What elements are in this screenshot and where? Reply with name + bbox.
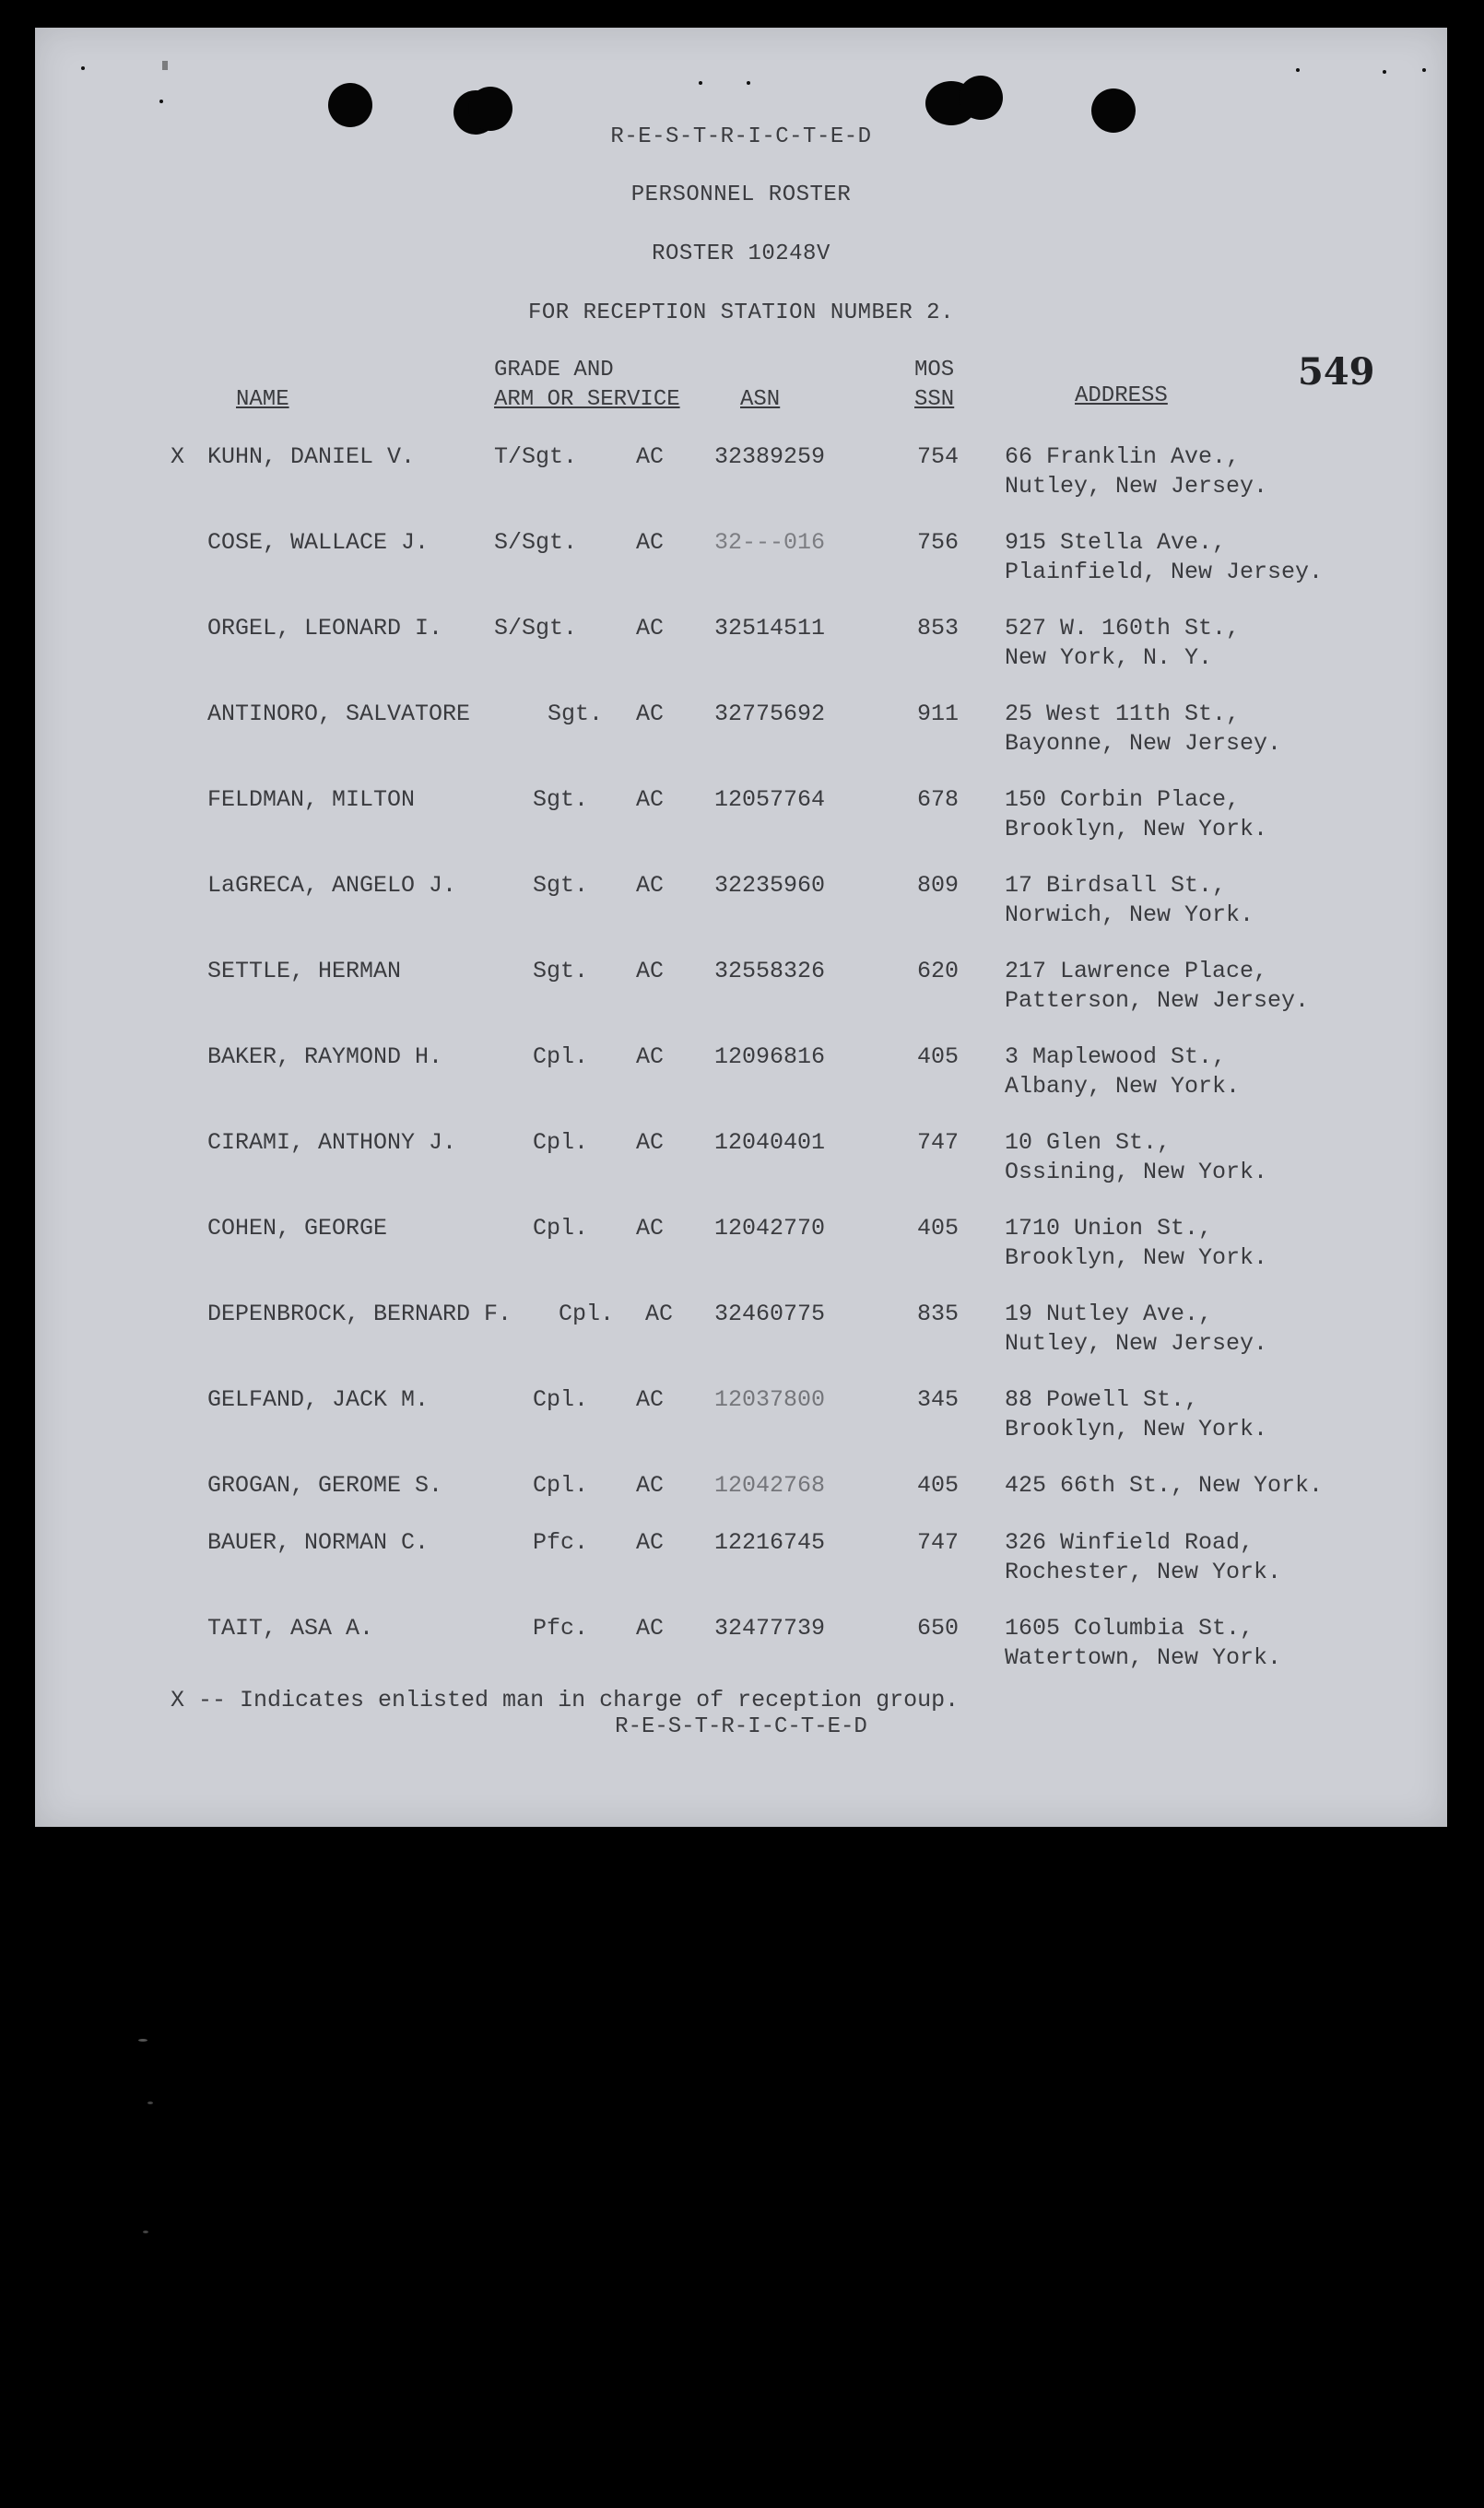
ssn-cell: 754 [917,443,960,470]
address-cell [1005,957,1309,1016]
address-line2: Nutley, New Jersey. [1005,473,1268,500]
name-cell: ORGEL, LEONARD I. [207,615,443,642]
grade-cell: Sgt. [533,958,589,984]
address-cell [1005,1471,1323,1501]
grade-cell: Pfc. [533,1529,589,1556]
name-cell: FELDMAN, MILTON [207,786,416,813]
punch-hole [328,83,372,127]
name-cell: COHEN, GEORGE [207,1215,388,1242]
address-line1: 527 W. 160th St., [1005,615,1241,642]
name-cell: SETTLE, HERMAN [207,958,402,984]
address-line2: Patterson, New Jersey. [1005,987,1310,1014]
column-header-grade-line2: ARM OR SERVICE [494,387,680,412]
asn-cell: 12216745 [714,1529,826,1556]
address-cell [1005,1614,1281,1673]
table-row [35,1042,1447,1116]
address-line2: Plainfield, New Jersey. [1005,559,1324,585]
address-line1: 10 Glen St., [1005,1129,1172,1156]
leader-marker: X [171,443,185,470]
asn-cell: 32389259 [714,443,826,470]
table-row [35,871,1447,945]
name-cell: TAIT, ASA A. [207,1615,374,1642]
name-cell: GROGAN, GEROME S. [207,1472,443,1499]
arm-cell: AC [636,701,665,727]
grade-cell: Sgt. [533,786,589,813]
table-row [35,1128,1447,1202]
address-line1: 326 Winfield Road, [1005,1529,1254,1556]
speck [159,100,163,103]
address-cell [1005,1300,1267,1359]
address-line1: 1605 Columbia St., [1005,1615,1254,1642]
speck [699,81,702,85]
grade-cell: Cpl. [533,1129,589,1156]
name-cell: COSE, WALLACE J. [207,529,430,556]
address-line2: Norwich, New York. [1005,901,1254,928]
table-row [35,614,1447,688]
address-line1: 150 Corbin Place, [1005,786,1241,813]
arm-cell: AC [636,786,665,813]
address-line1: 1710 Union St., [1005,1215,1213,1242]
grade-cell: Sgt. [533,872,589,899]
page-number: 549 [1298,350,1375,394]
name-cell: ANTINORO, SALVATORE [207,701,471,727]
address-line1: 88 Powell St., [1005,1386,1199,1413]
station-line: FOR RECEPTION STATION NUMBER 2. [528,300,954,325]
grade-cell: Cpl. [533,1043,589,1070]
grade-cell: Cpl. [559,1301,615,1327]
address-cell [1005,700,1281,759]
address-line1: 425 66th St., New York. [1005,1472,1324,1499]
asn-cell: 12042768 [714,1472,826,1499]
asn-cell: 12057764 [714,786,826,813]
arm-cell: AC [636,872,665,899]
roster-page [35,28,1447,1827]
speck [162,61,168,70]
column-header-grade [494,356,680,415]
ssn-cell: 756 [917,529,960,556]
ssn-cell: 911 [917,701,960,727]
arm-cell: AC [645,1301,674,1327]
ssn-cell: 405 [917,1472,960,1499]
column-header-mos [914,356,954,415]
grade-cell: Sgt. [548,701,604,727]
arm-cell: AC [636,958,665,984]
column-header-mos-line2: SSN [914,387,955,412]
arm-cell: AC [636,1215,665,1242]
table-row [35,700,1447,773]
address-cell [1005,614,1240,673]
arm-cell: AC [636,1043,665,1070]
arm-cell: AC [636,1386,665,1413]
address-line2: Brooklyn, New York. [1005,1416,1268,1442]
address-cell [1005,442,1267,501]
speck [1383,70,1386,74]
grade-cell: Cpl. [533,1386,589,1413]
table-row [35,1300,1447,1373]
arm-cell: AC [636,443,665,470]
address-cell [1005,1385,1267,1444]
name-cell: DEPENBROCK, BERNARD F. [207,1301,512,1327]
ssn-cell: 678 [917,786,960,813]
name-cell: KUHN, DANIEL V. [207,443,416,470]
ssn-cell: 747 [917,1129,960,1156]
asn-cell: 12096816 [714,1043,826,1070]
asn-cell: 12040401 [714,1129,826,1156]
name-cell: GELFAND, JACK M. [207,1386,430,1413]
address-line2: Watertown, New York. [1005,1644,1282,1671]
speck [1296,68,1300,72]
grade-cell: Pfc. [533,1615,589,1642]
speck [747,81,750,85]
address-line2: Nutley, New Jersey. [1005,1330,1268,1357]
asn-cell: 32---016 [714,529,826,556]
asn-cell: 32775692 [714,701,826,727]
address-line2: Brooklyn, New York. [1005,1244,1268,1271]
asn-cell: 12037800 [714,1386,826,1413]
address-line2: Albany, New York. [1005,1073,1241,1100]
asn-cell: 12042770 [714,1215,826,1242]
ssn-cell: 405 [917,1215,960,1242]
classification-bottom: R-E-S-T-R-I-C-T-E-D [615,1714,867,1739]
address-cell [1005,1214,1267,1273]
address-line1: 66 Franklin Ave., [1005,443,1241,470]
name-cell: CIRAMI, ANTHONY J. [207,1129,457,1156]
speck [1422,68,1426,72]
asn-cell: 32477739 [714,1615,826,1642]
name-cell: BAKER, RAYMOND H. [207,1043,443,1070]
address-line2: Bayonne, New Jersey. [1005,730,1282,757]
address-cell [1005,1128,1267,1187]
address-cell [1005,528,1323,587]
table-row [35,1528,1447,1602]
punch-hole [959,76,1003,120]
address-line1: 3 Maplewood St., [1005,1043,1227,1070]
address-cell [1005,785,1267,844]
address-line1: 915 Stella Ave., [1005,529,1227,556]
address-cell [1005,1528,1281,1587]
address-cell [1005,871,1254,930]
document-title: PERSONNEL ROSTER [630,183,852,207]
address-line2: Rochester, New York. [1005,1559,1282,1585]
address-line1: 19 Nutley Ave., [1005,1301,1213,1327]
ssn-cell: 809 [917,872,960,899]
speck [138,2039,147,2042]
grade-cell: Cpl. [533,1215,589,1242]
arm-cell: AC [636,615,665,642]
classification-top: R-E-S-T-R-I-C-T-E-D [610,124,872,149]
arm-cell: AC [636,529,665,556]
speck [81,66,85,70]
table-row [35,1614,1447,1688]
grade-cell: S/Sgt. [494,529,578,556]
address-line1: 217 Lawrence Place, [1005,958,1268,984]
table-row [35,957,1447,1030]
column-header-address: ADDRESS [1075,383,1168,408]
ssn-cell: 405 [917,1043,960,1070]
ssn-cell: 650 [917,1615,960,1642]
address-line1: 17 Birdsall St., [1005,872,1227,899]
table-row [35,785,1447,859]
ssn-cell: 620 [917,958,960,984]
address-line1: 25 West 11th St., [1005,701,1241,727]
asn-cell: 32514511 [714,615,826,642]
address-line2: Brooklyn, New York. [1005,816,1268,842]
column-header-grade-line1: GRADE AND [494,358,614,383]
name-cell: LaGRECA, ANGELO J. [207,872,457,899]
arm-cell: AC [636,1529,665,1556]
asn-cell: 32235960 [714,872,826,899]
arm-cell: AC [636,1129,665,1156]
name-cell: BAUER, NORMAN C. [207,1529,430,1556]
grade-cell: S/Sgt. [494,615,578,642]
column-header-mos-line1: MOS [914,358,955,383]
grade-cell: Cpl. [533,1472,589,1499]
table-row [35,1214,1447,1288]
address-cell [1005,1042,1240,1101]
ssn-cell: 853 [917,615,960,642]
address-line2: New York, N. Y. [1005,644,1213,671]
table-row [35,442,1447,516]
speck [143,2231,148,2233]
column-header-name: NAME [236,387,289,412]
arm-cell: AC [636,1472,665,1499]
ssn-cell: 747 [917,1529,960,1556]
ssn-cell: 835 [917,1301,960,1327]
table-row [35,528,1447,602]
footnote: X -- Indicates enlisted man in charge of reception group. [171,1687,960,1713]
asn-cell: 32558326 [714,958,826,984]
grade-cell: T/Sgt. [494,443,578,470]
table-row [35,1385,1447,1459]
ssn-cell: 345 [917,1386,960,1413]
speck [147,2102,153,2104]
arm-cell: AC [636,1615,665,1642]
address-line2: Ossining, New York. [1005,1159,1268,1185]
asn-cell: 32460775 [714,1301,826,1327]
column-header-asn: ASN [740,387,781,412]
roster-number: ROSTER 10248V [652,241,830,266]
